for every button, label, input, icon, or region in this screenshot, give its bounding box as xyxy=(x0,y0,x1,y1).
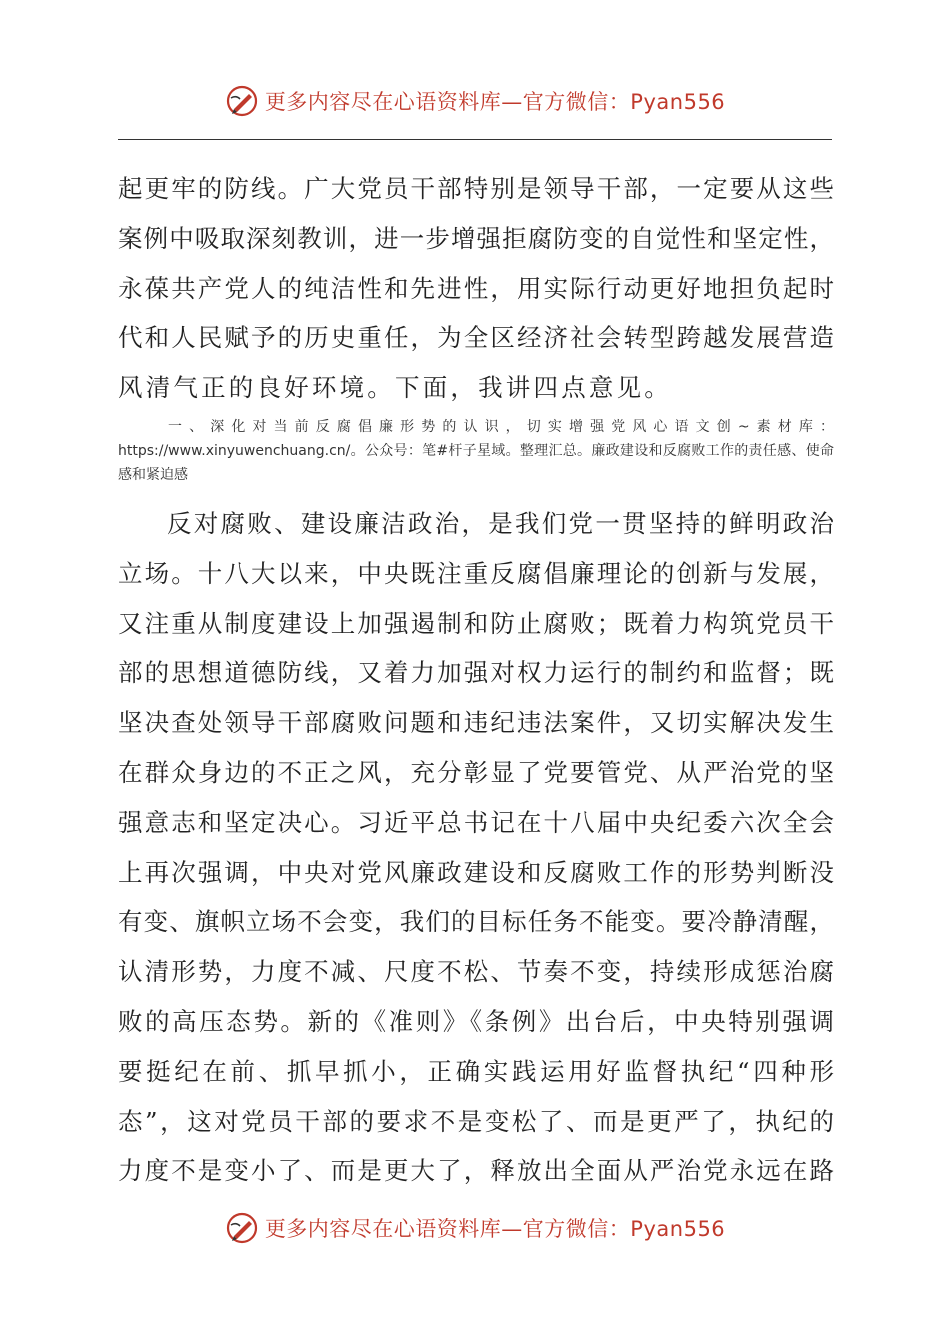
document-body xyxy=(118,164,834,1196)
footer-watermark xyxy=(0,1211,950,1245)
text-line: 风清气正的良好环境。下面，我讲四点意见。 xyxy=(118,373,672,403)
text-line: 要挺纪在前、抓早抓小，正确实践运用好监督执纪“四种形 xyxy=(118,1056,834,1086)
text-line: 起更牢的防线。广大党员干部特别是领导干部，一定要从这些 xyxy=(118,174,834,203)
header-divider xyxy=(118,139,832,140)
text-line: 代和人民赋予的历史重任，为全区经济社会转型跨越发展营造 xyxy=(118,323,834,353)
text-line: 态”，这对党员干部的要求不是变松了、而是更严了，执纪的 xyxy=(118,1106,834,1136)
watermark-text: 更多内容尽在心语资料库—官方微信：Pyan556 xyxy=(264,90,726,114)
text-line: 又注重从制度建设上加强遏制和防止腐败；既着力构筑党员干 xyxy=(118,608,834,638)
text-line: 案例中吸取深刻教训，进一步增强拒腐防变的自觉性和坚定性， xyxy=(118,223,834,253)
text-line: 强意志和坚定决心。习近平总书记在十八届中央纪委六次全会 xyxy=(118,807,834,837)
header-watermark xyxy=(0,84,950,118)
watermark-text: 更多内容尽在心语资料库—官方微信：Pyan556 xyxy=(264,1217,726,1241)
text-line: 在群众身边的不正之风，充分彰显了党要管党、从严治党的坚 xyxy=(118,757,834,787)
text-line: 部的思想道德防线，又着力加强对权力运行的制约和监督；既 xyxy=(118,658,834,688)
text-line: 认清形势，力度不减、尺度不松、节奏不变，持续形成惩治腐 xyxy=(118,957,834,987)
pen-logo-icon xyxy=(225,84,259,118)
text-line: 败的高压态势。新的《准则》《条例》出台后，中央特别强调 xyxy=(118,1006,834,1036)
section-heading: 一、深化对当前反腐倡廉形势的认识，切实增强党风心语文创~素材库：https://www.xinyuwenchuang.cn/。公众号：笔#杆子星域。整理汇总。廉政建设和反腐败工作的责任感、使命感和紧迫感 xyxy=(118,418,834,483)
text-line: 坚决查处领导干部腐败问题和违纪违法案件，又切实解决发生 xyxy=(118,708,834,738)
text-line: 立场。十八大以来，中央既注重反腐倡廉理论的创新与发展， xyxy=(118,558,834,588)
paragraph-top xyxy=(118,164,834,413)
paragraph-bottom xyxy=(118,499,834,1196)
text-line: 永葆共产党人的纯洁性和先进性，用实际行动更好地担负起时 xyxy=(118,273,834,303)
text-line: 有变、旗帜立场不会变，我们的目标任务不能变。要冷静清醒， xyxy=(118,907,834,937)
text-line: 上再次强调，中央对党风廉政建设和反腐败工作的形势判断没 xyxy=(118,857,834,887)
pen-logo-icon xyxy=(225,1211,259,1245)
text-line: 反对腐败、建设廉洁政治，是我们党一贯坚持的鲜明政治 xyxy=(167,508,834,538)
text-line: 力度不是变小了、而是更大了，释放出全面从严治党永远在路 xyxy=(118,1156,834,1186)
